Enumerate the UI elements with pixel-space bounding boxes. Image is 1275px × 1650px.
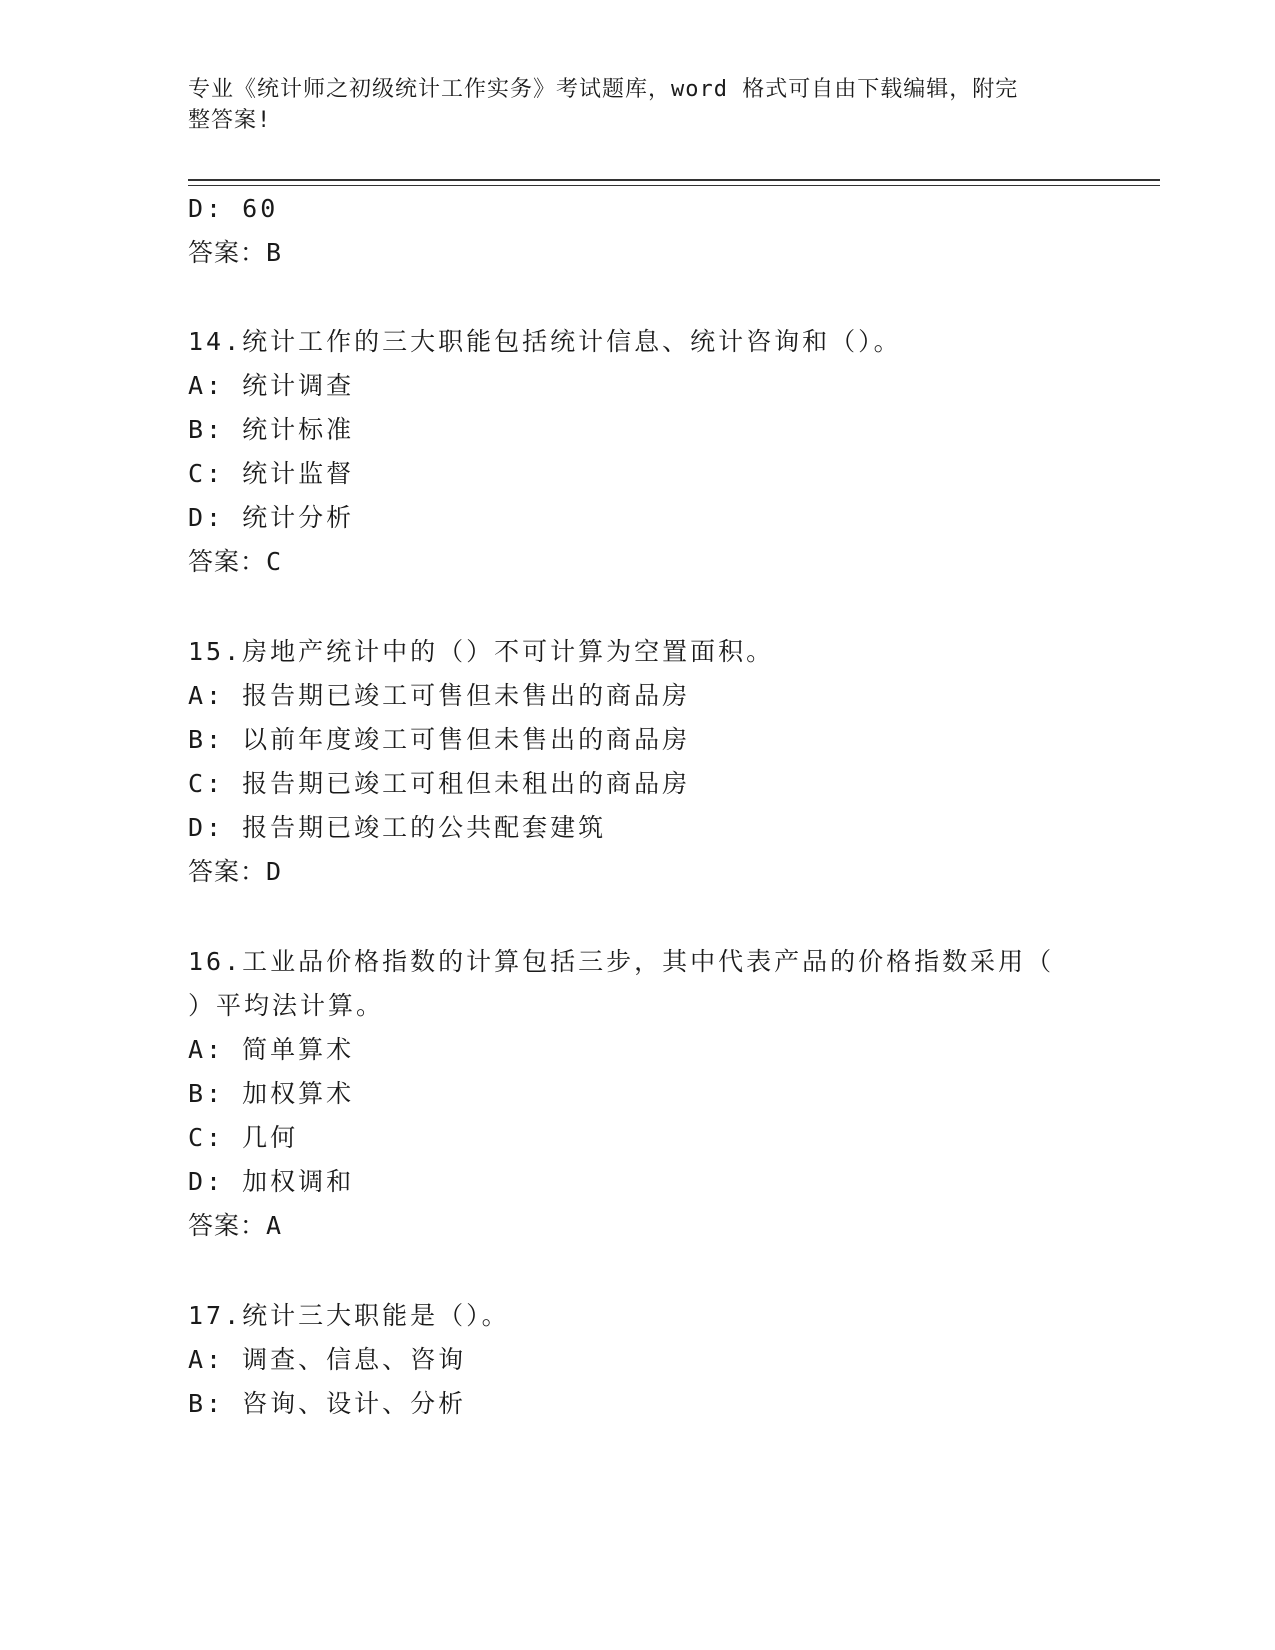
header-rule-thick (188, 179, 1160, 181)
question-16-stem-line-1: 16.工业品价格指数的计算包括三步，其中代表产品的价格指数采用（ (188, 947, 1055, 976)
prev-answer (188, 238, 282, 268)
question-15-answer (188, 857, 282, 887)
answer-value: A (266, 1211, 283, 1240)
question-16-stem-line-2: ）平均法计算。 (188, 991, 385, 1020)
question-14-option-b: B: 统计标准 (188, 415, 355, 444)
question-15-option-b: B: 以前年度竣工可售但未售出的商品房 (188, 725, 691, 754)
question-16-option-d: D: 加权调和 (188, 1167, 355, 1196)
question-16-answer (188, 1211, 282, 1241)
header-line-1: 专业《统计师之初级统计工作实务》考试题库，word 格式可自由下载编辑，附完 (188, 77, 1019, 102)
header-rule-thin (188, 185, 1160, 186)
question-16-option-c: C: 几何 (188, 1123, 299, 1152)
question-14-answer (188, 547, 282, 577)
question-15-option-d: D: 报告期已竣工的公共配套建筑 (188, 813, 607, 842)
question-16-option-b: B: 加权算术 (188, 1079, 355, 1108)
question-14-option-c: C: 统计监督 (188, 459, 355, 488)
question-17-option-b: B: 咨询、设计、分析 (188, 1389, 467, 1418)
prev-option-d: D: 60 (188, 194, 279, 223)
question-14-option-a: A: 统计调查 (188, 371, 355, 400)
header-line-2: 整答案! (188, 108, 272, 133)
question-14-stem: 14.统计工作的三大职能包括统计信息、统计咨询和（）。 (188, 327, 902, 356)
question-16-option-a: A: 简单算术 (188, 1035, 355, 1064)
answer-label: 答案： (188, 857, 267, 886)
answer-value: C (266, 547, 283, 576)
answer-value: B (266, 238, 283, 267)
header-text (188, 74, 1068, 136)
answer-value: D (266, 857, 283, 886)
question-17-option-a: A: 调查、信息、咨询 (188, 1345, 467, 1374)
answer-label: 答案： (188, 1211, 267, 1240)
question-15-stem: 15.房地产统计中的（）不可计算为空置面积。 (188, 637, 775, 666)
question-14-option-d: D: 统计分析 (188, 503, 355, 532)
answer-label: 答案： (188, 547, 267, 576)
answer-label: 答案： (188, 238, 267, 267)
question-15-option-c: C: 报告期已竣工可租但未租出的商品房 (188, 769, 691, 798)
question-17-stem: 17.统计三大职能是（）。 (188, 1301, 510, 1330)
question-15-option-a: A: 报告期已竣工可售但未售出的商品房 (188, 681, 691, 710)
